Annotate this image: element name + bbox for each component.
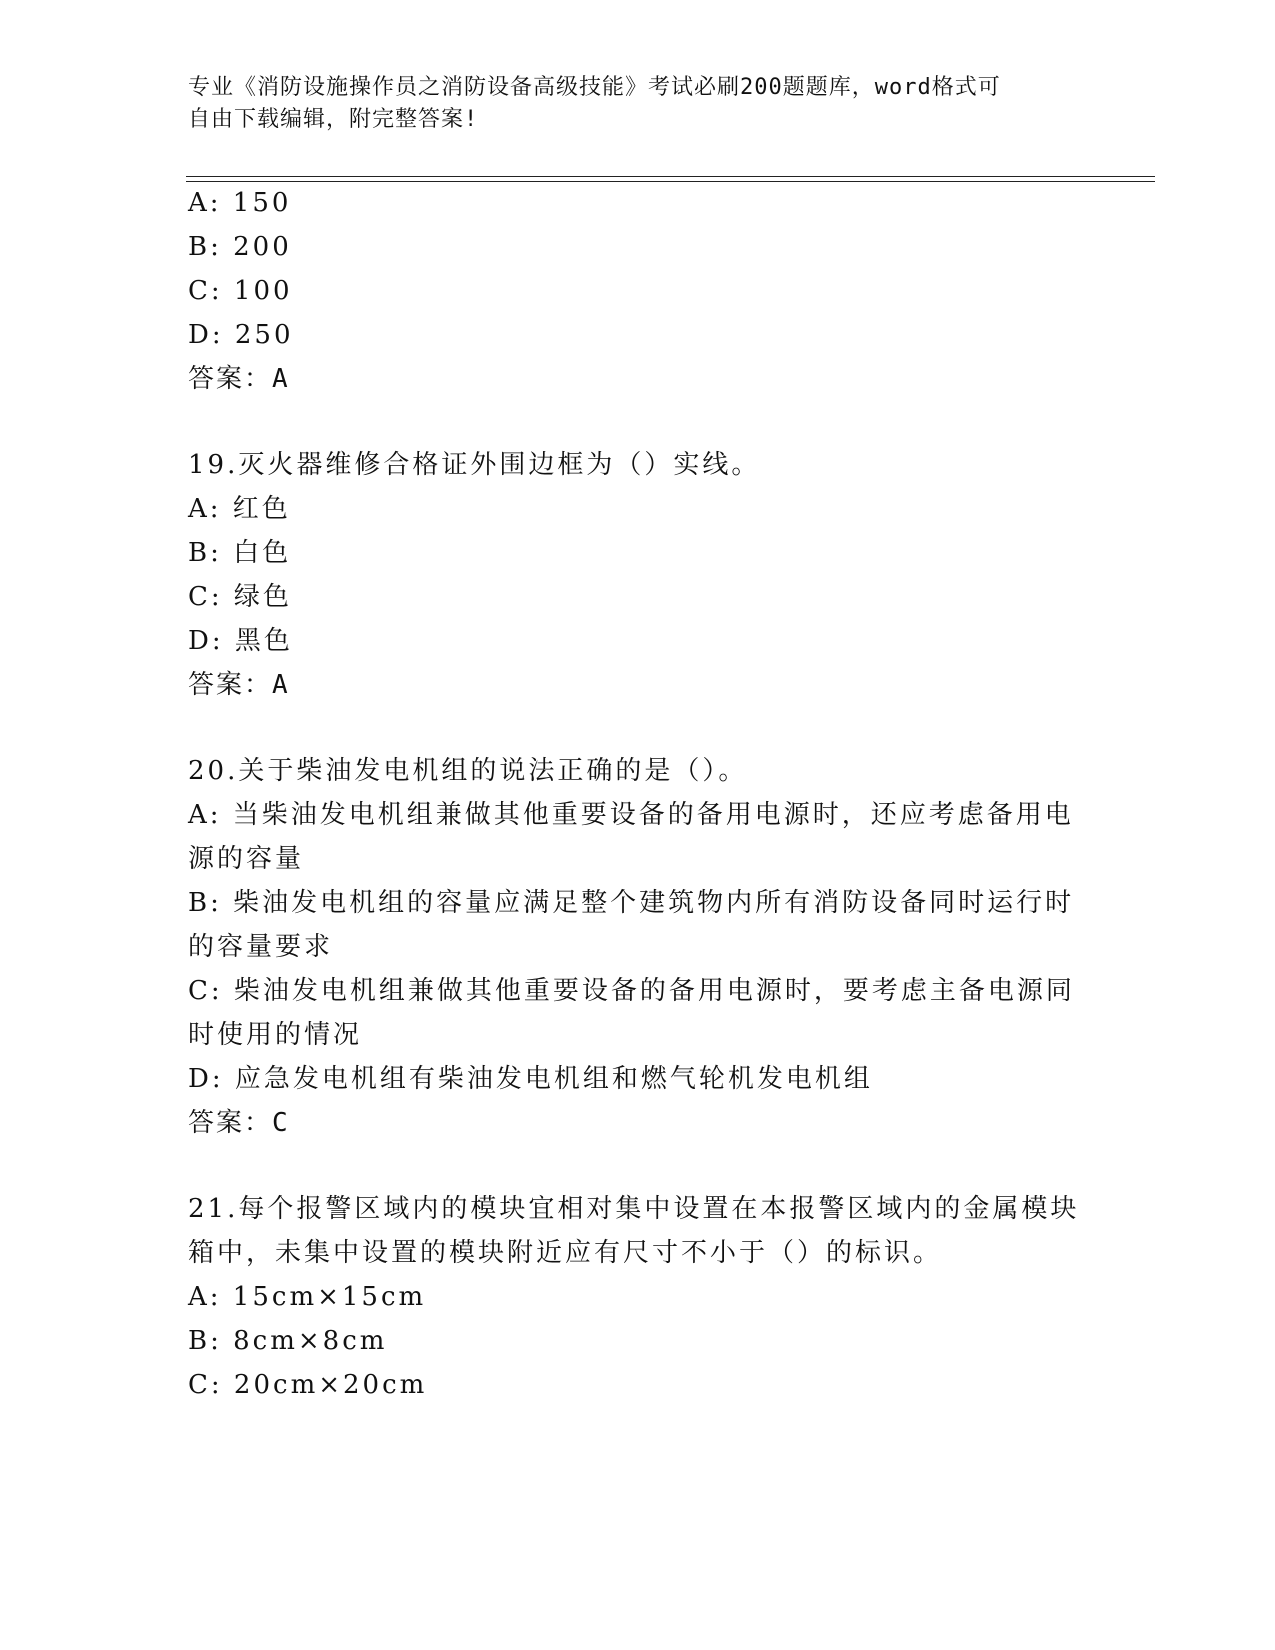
q20-answer-label: 答案： — [188, 1108, 273, 1138]
header-title-line-2: 自由下载编辑，附完整答案! — [188, 107, 479, 132]
q21-question-line-1: 21.每个报警区域内的模块宜相对集中设置在本报警区域内的金属模块 — [188, 1194, 1080, 1224]
q20-question: 20.关于柴油发电机组的说法正确的是（）。 — [188, 756, 748, 786]
q20-answer — [188, 1106, 290, 1140]
q20-option-c-line-2: 时使用的情况 — [188, 1020, 363, 1050]
q18-answer-value: A — [272, 364, 290, 394]
q19-option-d: D: 黑色 — [188, 626, 293, 656]
document-header — [188, 72, 1088, 136]
q18-option-b: B: 200 — [188, 232, 292, 262]
q20-option-b-line-1: B: 柴油发电机组的容量应满足整个建筑物内所有消防设备同时运行时 — [188, 888, 1075, 918]
q19-answer-label: 答案： — [188, 670, 273, 700]
q20-option-c-line-1: C: 柴油发电机组兼做其他重要设备的备用电源时，要考虑主备电源同 — [188, 976, 1075, 1006]
q18-option-c: C: 100 — [188, 276, 293, 306]
header-title-line-1: 专业《消防设施操作员之消防设备高级技能》考试必刷200题题库，word格式可 — [188, 75, 1001, 100]
q19-answer-value: A — [272, 670, 290, 700]
q20-option-d: D: 应急发电机组有柴油发电机组和燃气轮机发电机组 — [188, 1064, 873, 1094]
q19-option-a: A: 红色 — [188, 494, 291, 524]
q19-option-b: B: 白色 — [188, 538, 292, 568]
q20-option-a-line-1: A: 当柴油发电机组兼做其他重要设备的备用电源时，还应考虑备用电 — [188, 800, 1074, 830]
q21-option-c: C: 20cm×20cm — [188, 1370, 428, 1400]
q20-option-a-line-2: 源的容量 — [188, 844, 305, 874]
q19-option-c: C: 绿色 — [188, 582, 292, 612]
header-divider-top — [186, 176, 1155, 177]
q18-option-d: D: 250 — [188, 320, 294, 350]
q19-answer — [188, 668, 290, 702]
header-divider-bottom — [186, 181, 1155, 182]
q20-answer-value: C — [272, 1108, 290, 1138]
q21-option-b: B: 8cm×8cm — [188, 1326, 388, 1356]
q18-option-a: A: 150 — [188, 188, 292, 218]
q18-answer — [188, 362, 290, 396]
q20-option-b-line-2: 的容量要求 — [188, 932, 334, 962]
q19-question: 19.灭火器维修合格证外围边框为（）实线。 — [188, 450, 761, 480]
q18-answer-label: 答案： — [188, 364, 273, 394]
q21-question-line-2: 箱中，未集中设置的模块附近应有尺寸不小于（）的标识。 — [188, 1238, 943, 1268]
q21-option-a: A: 15cm×15cm — [188, 1282, 427, 1312]
